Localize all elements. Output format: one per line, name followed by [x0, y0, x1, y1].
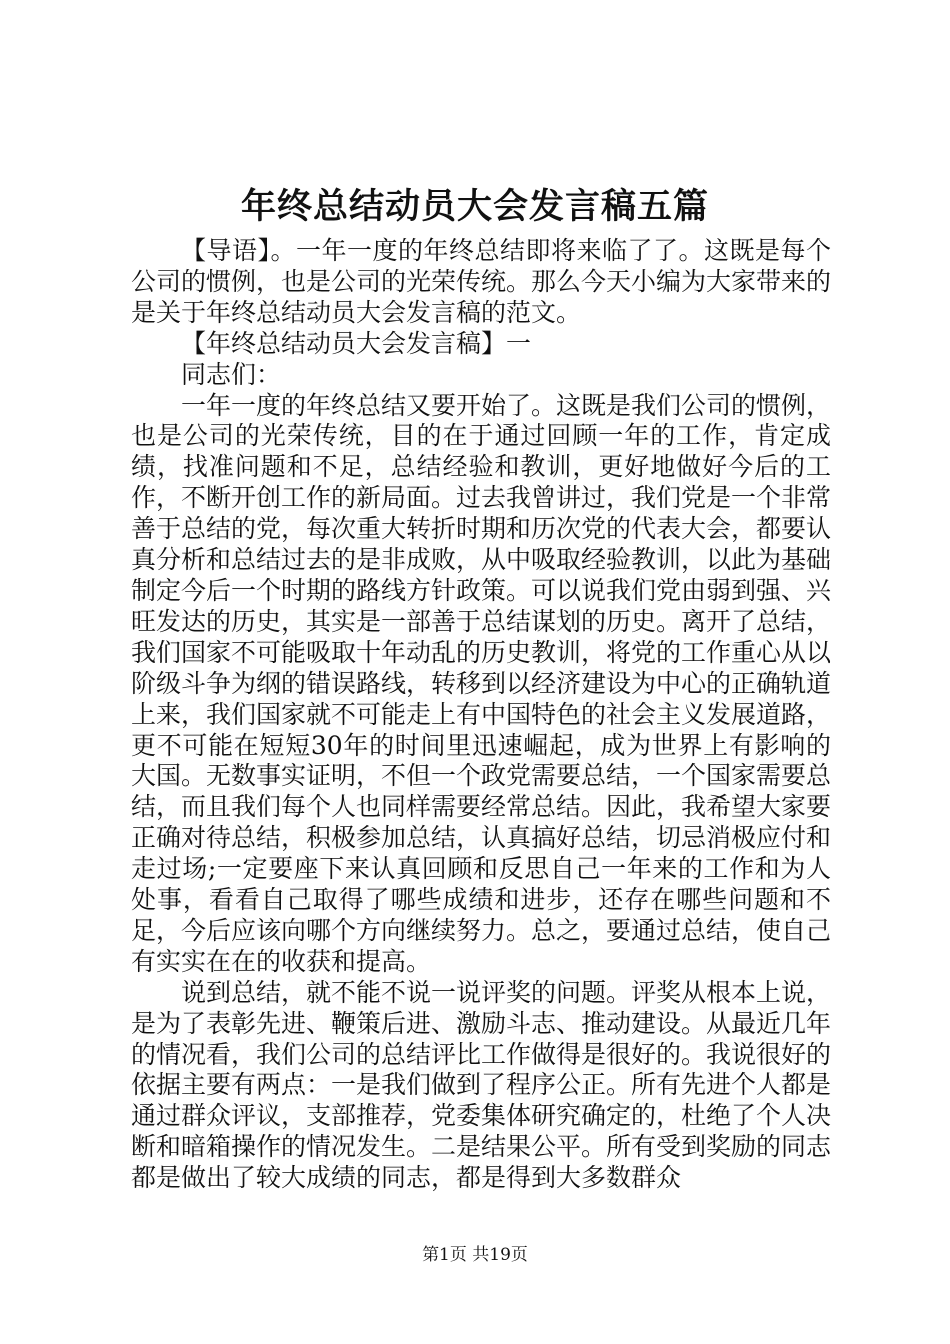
salutation: 同志们：: [181, 359, 282, 389]
document-title: 年终总结动员大会发言稿五篇: [240, 186, 709, 227]
section-heading: 【年终总结动员大会发言稿】一: [181, 328, 532, 358]
body-paragraph: 说到总结，就不能不说一说评奖的问题。评奖从根本上说，是为了表彰先进、鞭策后进、激励斗志、推动建设。从最近几年的情况看，我们公司的总结评比工作做得是很好的。我说很好的依据主要有两点：一是我们做到了程序公正。所有先进个人都是通过群众评议，支部推荐，党委集体研究确定的，杜绝了个人决断和暗箱操作的情况发生。二是结果公平。所有受到奖励的同志都是做出了较大成绩的同志，都是得到大多数群众: [131, 977, 832, 1193]
page-footer: 第1页 共19页: [422, 1245, 528, 1265]
intro-paragraph: 【导语】。一年一度的年终总结即将来临了了。这既是每个公司的惯例，也是公司的光荣传统。那么今天小编为大家带来的是关于年终总结动员大会发言稿的范文。: [131, 236, 832, 327]
document-body: [131, 236, 831, 1194]
body-paragraph: 一年一度的年终总结又要开始了。这既是我们公司的惯例，也是公司的光荣传统，目的在于通过回顾一年的工作，肯定成绩，找准问题和不足，总结经验和教训，更好地做好今后的工作，不断开创工作的新局面。过去我曾讲过，我们党是一个非常善于总结的党，每次重大转折时期和历次党的代表大会，都要认真分析和总结过去的是非成败，从中吸取经验教训，以此为基础制定今后一个时期的路线方针政策。可以说我们党由弱到强、兴旺发达的历史，其实是一部善于总结谋划的历史。离开了总结，我们国家不可能吸取十年动乱的历史教训，将党的工作重心从以阶级斗争为纲的错误路线，转移到以经济建设为中心的正确轨道上来，我们国家就不可能走上有中国特色的社会主义发展道路，更不可能在短短30年的时间里迅速崛起，成为世界上有影响的大国。无数事实证明，不但一个政党需要总结，一个国家需要总结，而且我们每个人也同样需要经常总结。因此，我希望大家要正确对待总结，积极参加总结，认真搞好总结，切忌消极应付和走过场;一定要座下来认真回顾和反思自己一年来的工作和为人处事，看看自己取得了哪些成绩和进步，还存在哪些问题和不足，今后应该向哪个方向继续努力。总之，要通过总结，使自己有实实在在的收获和提高。: [131, 390, 832, 976]
